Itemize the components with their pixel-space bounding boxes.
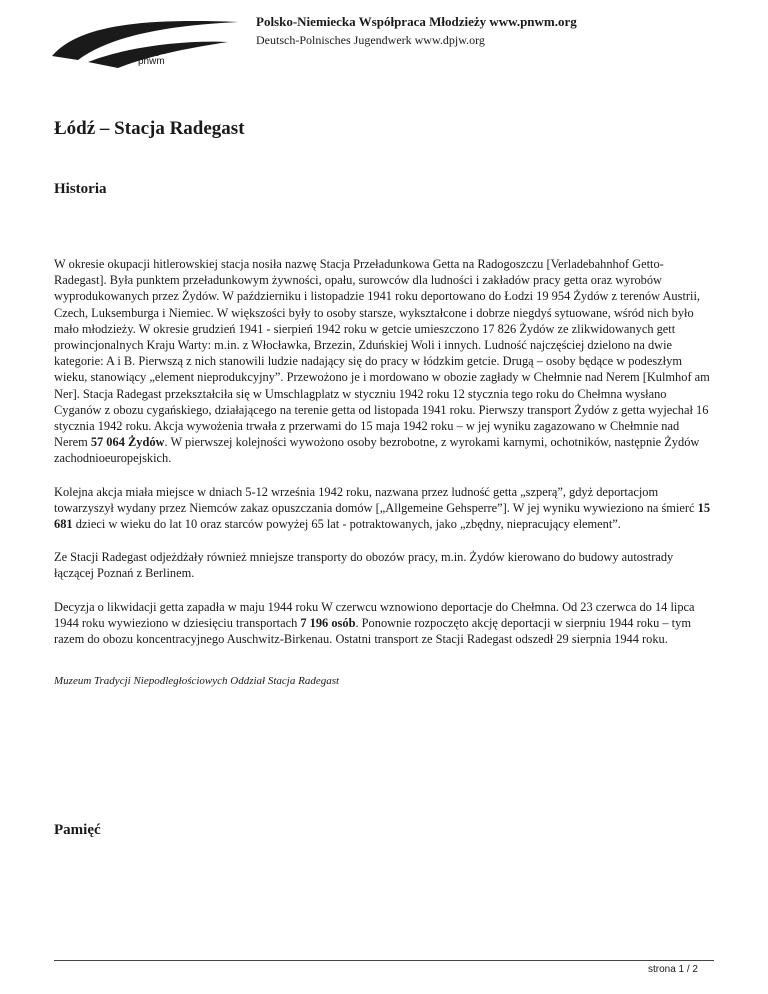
section-heading-history: Historia	[54, 181, 107, 197]
section-heading-memory: Pamięć	[54, 822, 101, 838]
logo-text-pnwm: pnwm	[138, 56, 165, 67]
paragraph: Ze Stacji Radegast odjeżdżały również mniejsze transporty do obozów pracy, m.in. Żydów kierowano do budowy autostrady łączącej Poznań z Berlinem.	[54, 550, 674, 581]
paragraph: W okresie okupacji hitlerowskiej stacja nosiła nazwę Stacja Przeładunkowa Getta na Radogoszczu [Verladebahnhof Getto-Radegast]. Była punktem przeładunkowym żywności, opału, surowców dla ludności i zakładów pracy getta oraz wyrobów wyprodukowanych przez Żydów. W październiku i listopadzie 1941 roku deportowano do Łodzi 19 954 Żydów z terenów Austrii, Czech, Luksemburga i Niemiec. W większości były to osoby starsze, wykształcone i dobrze niegdyś sytuowane, wśród nich było mało młodzieży. W okresie grudzień 1941 - sierpień 1942 roku w getcie umieszczono 17 826 Żydów ze zlikwidowanych gett prowincjonalnych Kraju Warty: m.in. z Włocławka, Brzezin, Zduńskiej Woli i innych. Ludność najczęściej dzielono na dwie kategorie: A i B. Pierwszą z nich stanowili ludzie nadający się do pracy w łódzkim getcie. Drugą – osoby będące w podeszłym wieku, stanowiący „element nieprodukcyjny”. Przewożono je i mordowano w obozie zagłady w Chełmnie nad Nerem [Kulmhof am Ner]. Stacja Radegast przekształciła się w Umschlagplatz w styczniu 1942 roku 12 stycznia tego roku do Chełmna wysłano Cyganów z obozu cygańskiego, działającego na terenie getta od listopada 1941 roku. Pierwszy transport Żydów z getta wyjechał 16 stycznia 1942 roku. Akcja wywożenia trwała z przerwami do 15 maja 1942 roku – w jej wyniku zagazowano w Chełmnie nad Nerem 57 064 Żydów. W pierwszej kolejności wywożono osoby bezrobotne, z wyrokami karnymi, ochotników, następnie Żydów zachodnioeuropejskich.	[54, 257, 710, 466]
dpjw-pnwm-logo	[48, 16, 240, 74]
header-org-pl: Polsko-Niemiecka Współpraca Młodzieży www.pnwm.org	[256, 14, 577, 29]
page-title: Łódź – Stacja Radegast	[54, 118, 245, 139]
header-org-de: Deutsch-Polnisches Jugendwerk www.dpjw.org	[256, 33, 485, 47]
page-number: strona 1 / 2	[647, 964, 698, 975]
source-credit: Muzeum Tradycji Niepodległościowych Oddział Stacja Radegast	[54, 675, 340, 688]
paragraph: Kolejna akcja miała miejsce w dniach 5-12 września 1942 roku, nazwana przez ludność getta „szperą”, gdyż deportacjom towarzyszył wydany przez Niemców zakaz opuszczania domów [„Allgemeine Gehsperre”]. W jej wyniku wywieziono na śmierć 15 681 dzieci w wieku do lat 10 oraz starców powyżej 65 lat - potraktowanych, jako „zbędny, niepracujący element”.	[54, 484, 711, 532]
logo-text-dpjw: dpjw	[146, 46, 167, 57]
footer-divider	[54, 960, 714, 961]
article-body	[54, 256, 714, 706]
paragraph: Decyzja o likwidacji getta zapadła w maju 1944 roku W czerwcu wznowiono deportacje do Chełmna. Od 23 czerwca do 14 lipca 1944 roku wywieziono w dziesięciu transportach 7 196 osób. Ponownie rozpoczęto akcję deportacji w sierpniu 1944 roku – tym razem do obozu koncentracyjnego Auschwitz-Birkenau. Ostatni transport ze Stacji Radegast odszedł 29 sierpnia 1944 roku.	[54, 599, 695, 647]
